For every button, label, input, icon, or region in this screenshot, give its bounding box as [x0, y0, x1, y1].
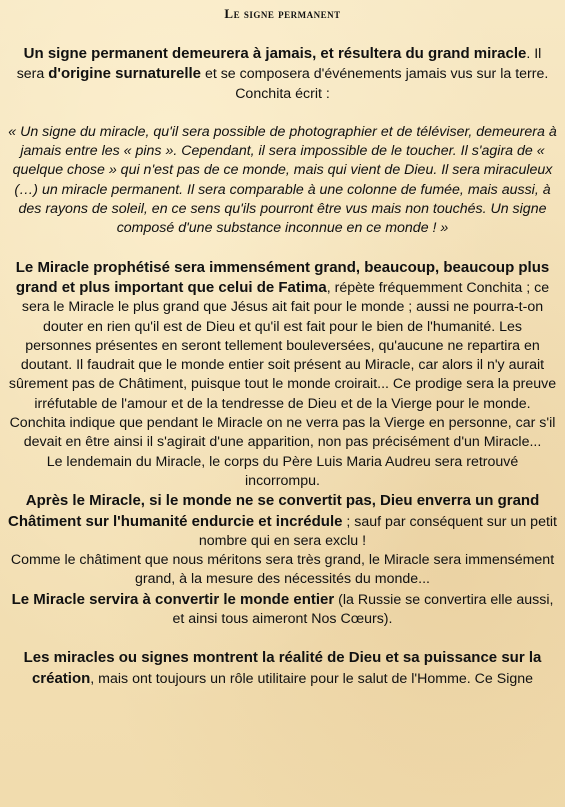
spacer: [8, 239, 557, 258]
miracle-text: , répète fréquemment Conchita ; ce sera le Miracle le plus grand que Jésus ait fait pour le monde ; aussi ne pourra-t-on douter en rien qu'il est de Dieu et qu'il est fait pour le bien de l'humanité. Les personnes présentes en seront tellement bouleversées, qu'aucune ne repartira en doutant. Il faudrait que le monde entier soit présent au Miracle, car alors il n'y aurait sûrement pas de Châtiment, puisque tout le monde croirait... Ce prodige sera la preuve irréfutable de l'amour et de la tendresse de Dieu et de la Vierge pour le monde.: [8, 279, 557, 412]
spacer: [8, 104, 557, 123]
convertir-bold: Le Miracle servira à convertir le monde entier: [11, 590, 335, 608]
intro-bold-2: d'origine surnaturelle: [48, 65, 201, 83]
virgin-paragraph: Conchita indique que pendant le Miracle on ne verra pas la Vierge en personne, car s'il devait en être ainsi il s'agirait d'une apparition, non pas précisément d'un Miracle...: [9, 415, 556, 451]
spacer: [8, 629, 557, 648]
chatiment-bold: Après le Miracle, si le monde ne se convertit pas, Dieu enverra un grand Châtiment sur l'humanité endurcie et incrédule: [8, 492, 540, 530]
intro-paragraph: [8, 44, 557, 104]
miracle-paragraph: [8, 258, 557, 414]
convertir-text: (la Russie se convertira elle aussi, et ainsi tous aimeront Nos Cœurs).: [172, 591, 554, 628]
signes-text: , mais ont toujours un rôle utilitaire pour le salut de l'Homme. Ce Signe: [90, 670, 534, 687]
audreu-paragraph: Le lendemain du Miracle, le corps du Père Luis Maria Audreu sera retrouvé incorrompu.: [46, 453, 519, 489]
comme-paragraph: Comme le châtiment que nous méritons sera très grand, le Miracle sera immensément grand, à la mesure des nécessités du monde...: [10, 552, 555, 588]
chatiment-paragraph: [8, 491, 557, 551]
signes-bold: Les miracles ou signes montrent la réalité de Dieu et sa puissance sur la création: [23, 649, 542, 687]
convertir-paragraph: [8, 590, 557, 630]
intro-bold-1: Un signe permanent demeurera à jamais, et résultera du grand miracle: [23, 45, 527, 62]
intro-text-2: et se composera d'événements jamais vus sur la terre. Conchita écrit :: [201, 66, 549, 102]
signes-paragraph: [8, 648, 557, 689]
intro-text-1: . Il sera: [16, 46, 542, 83]
quote-paragraph: « Un signe du miracle, qu'il sera possible de photographier et de téléviser, demeurera à jamais entre les « pins ». Cependant, il sera impossible de le toucher. Il s'agira de « quelque chose » qui n'est pas de ce monde, mais qui vient de Dieu. Il sera miraculeux (…) un miracle permanent. Il sera comparable à une colonne de fumée, mais aussi, à des rayons de soleil, en ce sens qu'ils pourront être vus mais non touchés. Un signe composé d'une substance inconnue en ce monde ! »: [8, 123, 557, 237]
page-title: Le signe permanent: [224, 6, 341, 21]
miracle-bold: Le Miracle prophétisé sera immensément grand, beaucoup, beaucoup plus grand et plus important que celui de Fatima: [15, 258, 550, 296]
chatiment-text: ; sauf par conséquent sur un petit nombre qui en sera exclu !: [198, 513, 557, 549]
